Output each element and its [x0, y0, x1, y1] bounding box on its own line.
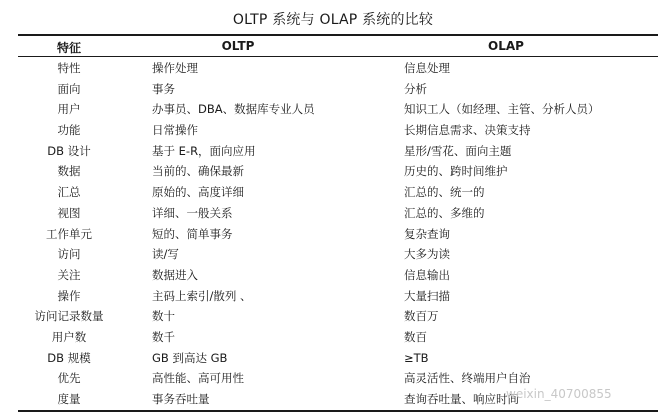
cell-feature: 访问记录数量: [34, 309, 104, 324]
cell-feature: 度量: [57, 392, 81, 406]
cell-olap: 数百万: [404, 309, 439, 324]
cell-olap: ≥TB: [404, 350, 429, 365]
table-header-row: [0, 36, 666, 56]
cell-olap: 汇总的、多维的: [404, 205, 485, 220]
table-row: [0, 58, 666, 79]
table-header-rule: [18, 56, 658, 57]
cell-oltp: 短的、简单事务: [152, 226, 233, 241]
cell-olap: 信息输出: [404, 267, 450, 282]
cell-feature: 面向: [57, 81, 81, 96]
cell-oltp: 读/写: [152, 247, 179, 262]
table-row: [0, 120, 666, 141]
cell-feature: DB 设计: [47, 143, 91, 158]
cell-oltp: 数千: [152, 329, 175, 344]
cell-feature: 操作: [57, 288, 81, 303]
table-bottom-rule: [18, 410, 658, 412]
cell-oltp: 主码上索引/散列 、: [152, 288, 252, 303]
cell-olap: 信息处理: [404, 61, 450, 75]
table-body: [0, 58, 666, 410]
table-row: [0, 327, 666, 348]
cell-feature: 关注: [57, 267, 81, 282]
table-row: [0, 203, 666, 224]
cell-oltp: 原始的、高度详细: [152, 185, 244, 200]
watermark-text: weixin_40700855: [506, 387, 612, 401]
cell-olap: 分析: [404, 81, 427, 96]
table-row: [0, 99, 666, 120]
table-row: [0, 79, 666, 100]
cell-oltp: 当前的、确保最新: [152, 164, 244, 179]
cell-olap: 复杂查询: [404, 226, 450, 241]
cell-feature: 用户数: [51, 329, 87, 344]
cell-oltp: 办事员、DBA、数据库专业人员: [152, 102, 315, 117]
header-olap: OLAP: [488, 39, 524, 53]
table-row: [0, 265, 666, 286]
cell-feature: DB 规模: [47, 350, 91, 365]
cell-oltp: 基于 E-R，面向应用: [152, 143, 256, 158]
cell-olap: 高灵活性、终端用户自治: [404, 371, 531, 386]
cell-oltp: 事务吞吐量: [152, 392, 210, 406]
table-row: [0, 286, 666, 307]
cell-feature: 工作单元: [46, 226, 92, 241]
cell-olap: 长期信息需求、决策支持: [404, 123, 531, 138]
table-row: [0, 224, 666, 245]
cell-feature: 特性: [57, 61, 81, 75]
header-oltp: OLTP: [221, 39, 255, 53]
table-row: [0, 141, 666, 162]
table-row: [0, 348, 666, 369]
table-row: [0, 368, 666, 389]
cell-olap: 历史的、跨时间维护: [404, 164, 508, 179]
cell-oltp: 日常操作: [152, 123, 198, 138]
cell-olap: 数百: [404, 329, 427, 344]
cell-olap: 汇总的、统一的: [404, 185, 485, 200]
cell-feature: 数据: [57, 164, 81, 179]
cell-olap: 星形/雪花、面向主题: [404, 143, 512, 158]
table-row: [0, 306, 666, 327]
cell-feature: 汇总: [57, 185, 81, 200]
cell-oltp: 详细、一般关系: [152, 205, 233, 220]
cell-oltp: GB 到高达 GB: [152, 350, 228, 365]
cell-olap: 知识工人（如经理、主管、分析人员）: [404, 102, 600, 117]
cell-feature: 优先: [57, 371, 81, 386]
cell-feature: 功能: [57, 123, 81, 138]
cell-olap: 查询吞吐量、响应时间: [404, 392, 519, 406]
cell-oltp: 高性能、高可用性: [152, 371, 244, 386]
cell-oltp: 数十: [152, 309, 175, 324]
cell-oltp: 数据进入: [152, 267, 198, 282]
table-row: [0, 182, 666, 203]
cell-olap: 大量扫描: [404, 288, 450, 303]
table-row: [0, 244, 666, 265]
table-row: [0, 161, 666, 182]
cell-olap: 大多为读: [404, 247, 450, 262]
table-caption: OLTP 系统与 OLAP 系统的比较: [232, 12, 434, 28]
cell-oltp: 操作处理: [152, 61, 198, 75]
cell-feature: 访问: [57, 247, 81, 262]
cell-oltp: 事务: [152, 81, 175, 96]
header-feature: 特征: [56, 41, 81, 55]
cell-feature: 视图: [57, 205, 81, 220]
cell-feature: 用户: [57, 102, 81, 117]
